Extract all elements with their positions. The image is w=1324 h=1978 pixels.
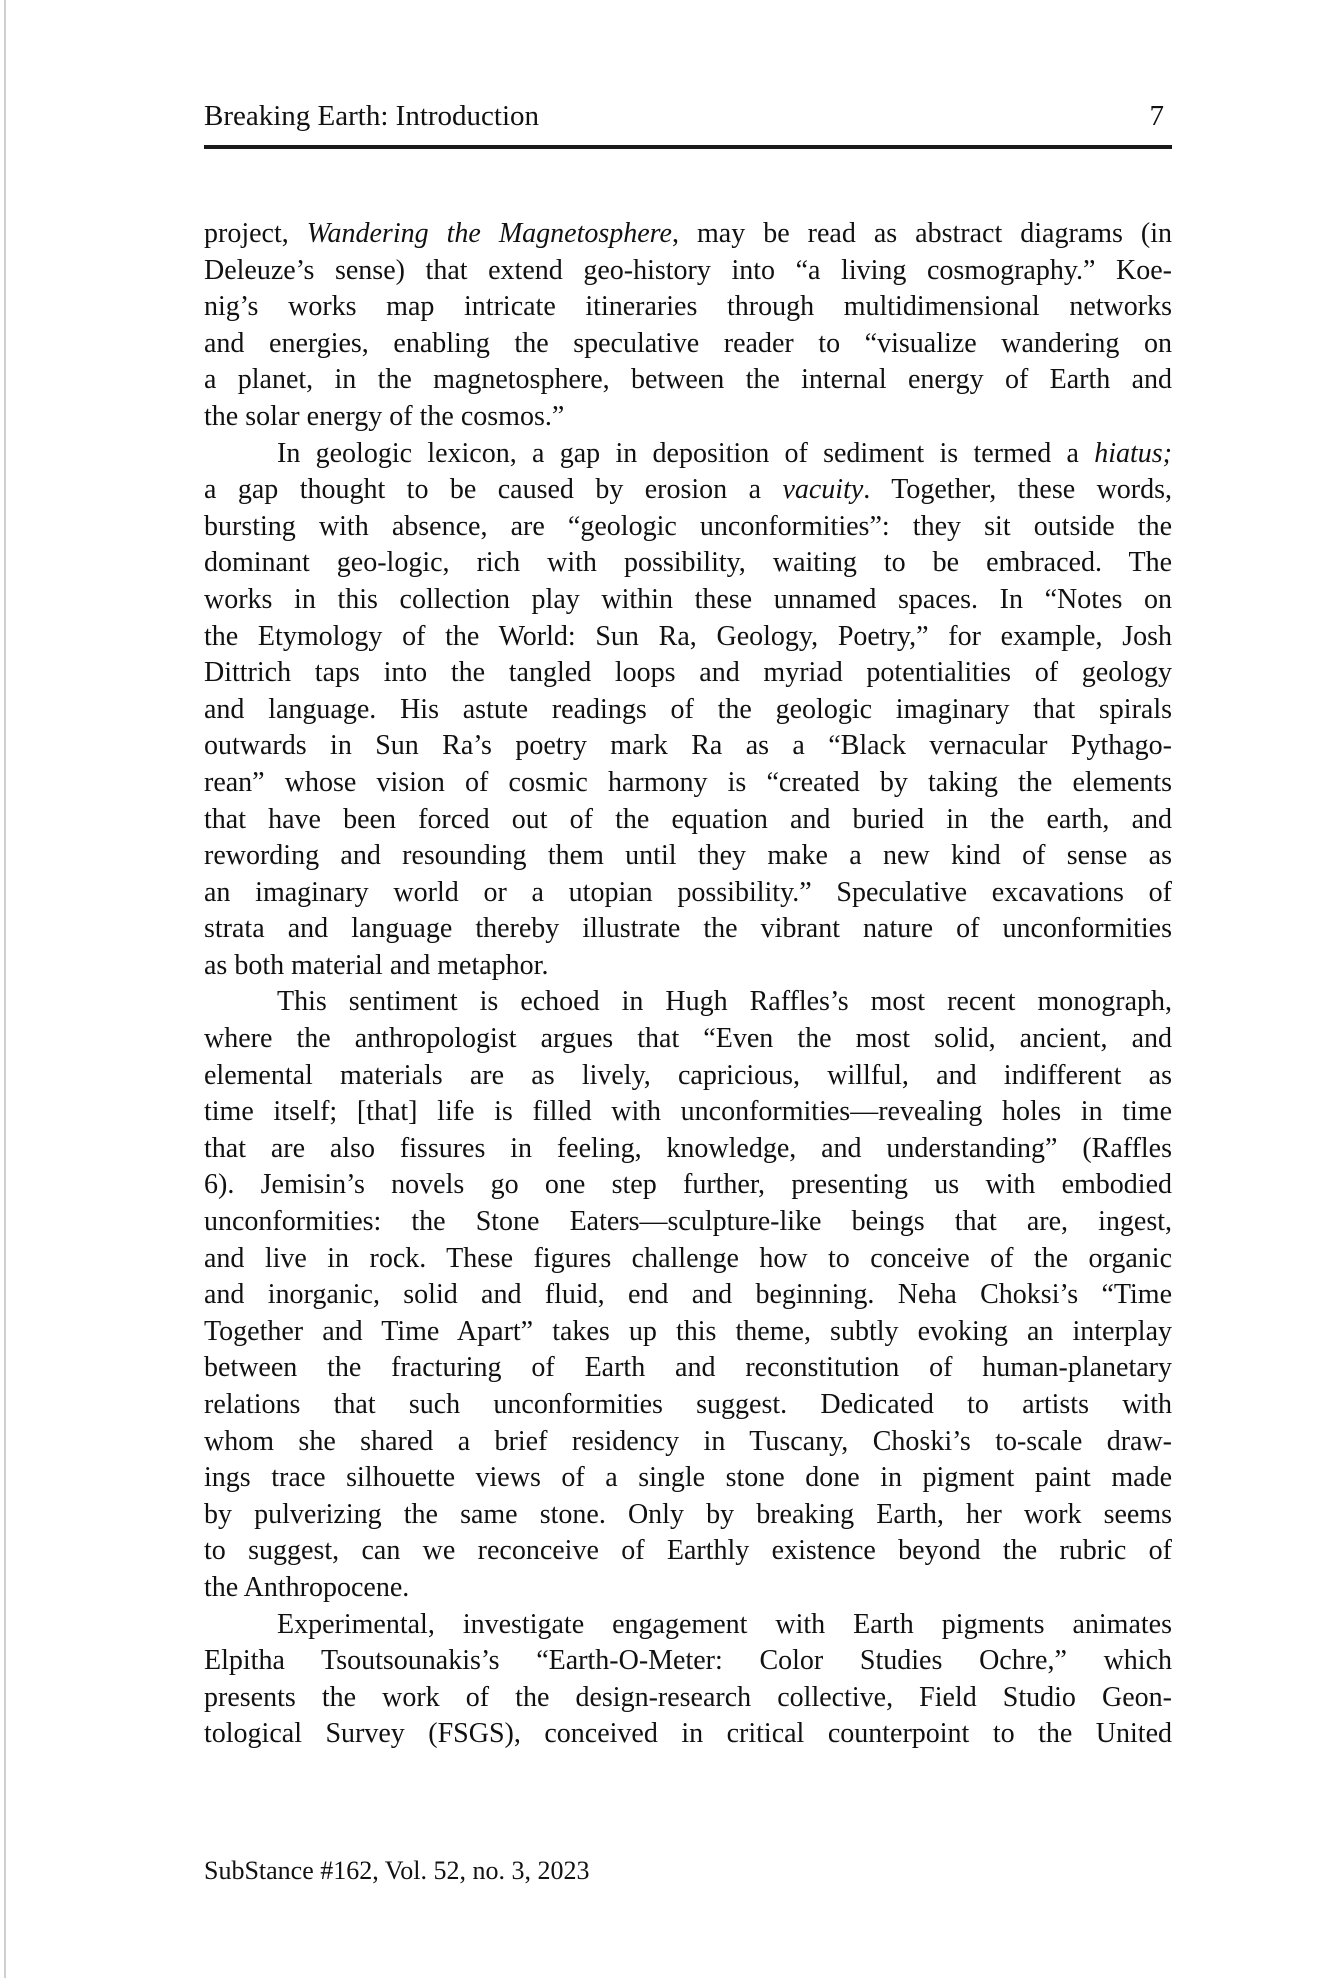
text-segment: strata and language thereby illustrate the vibrant nature of unconformities — [204, 913, 1172, 945]
text-line — [204, 1424, 1172, 1461]
paragraph — [204, 1607, 1172, 1753]
text-line — [204, 216, 1172, 253]
paragraph — [204, 436, 1172, 985]
page-edge — [4, 0, 6, 1978]
text-line — [204, 984, 1172, 1021]
text-segment: tological Survey (FSGS), conceived in critical counterpoint to the United — [204, 1718, 1172, 1750]
text-segment: rean” whose vision of cosmic harmony is “created by taking the elements — [204, 766, 1172, 798]
page-number: 7 — [1149, 100, 1164, 132]
text-line — [204, 948, 1172, 985]
text-segment: outwards in Sun Ra’s poetry mark Ra as a “Black vernacular Pythago- — [204, 730, 1172, 762]
text-line — [204, 1716, 1172, 1753]
text-line — [204, 802, 1172, 839]
text-segment: rewording and resounding them until they make a new kind of sense as — [204, 840, 1172, 872]
text-segment: as both material and metaphor. — [204, 949, 549, 981]
text-line — [204, 253, 1172, 290]
text-line — [204, 1167, 1172, 1204]
text-line — [204, 619, 1172, 656]
header-rule — [204, 145, 1172, 149]
text-segment: to suggest, can we reconceive of Earthly existence beyond the rubric of — [204, 1535, 1172, 1567]
text-line — [204, 1204, 1172, 1241]
text-line — [204, 1497, 1172, 1534]
text-segment: Together and Time Apart” takes up this theme, subtly evoking an interplay — [204, 1315, 1172, 1347]
text-segment: bursting with absence, are “geologic unconformities”: they sit outside the — [204, 510, 1172, 542]
text-line — [204, 655, 1172, 692]
text-segment: and language. His astute readings of the geologic imaginary that spirals — [204, 693, 1172, 725]
text-line — [204, 1277, 1172, 1314]
text-line — [204, 1241, 1172, 1278]
text-line — [204, 1387, 1172, 1424]
paragraph — [204, 216, 1172, 436]
text-line — [204, 1350, 1172, 1387]
text-segment: 6). Jemisin’s novels go one step further, presenting us with embodied — [204, 1169, 1172, 1201]
text-segment: time itself; [that] life is filled with unconformities—revealing holes in time — [204, 1096, 1172, 1128]
text-line — [204, 1021, 1172, 1058]
footer-citation: SubStance #162, Vol. 52, no. 3, 2023 — [204, 1856, 590, 1885]
text-line — [204, 472, 1172, 509]
text-segment: Deleuze’s sense) that extend geo-history into “a living cosmography.” Koe- — [204, 254, 1172, 286]
paragraph — [204, 984, 1172, 1606]
text-line — [204, 509, 1172, 546]
text-segment: dominant geo-logic, rich with possibility, waiting to be embraced. The — [204, 547, 1172, 579]
text-line — [204, 545, 1172, 582]
text-line — [204, 1607, 1172, 1644]
text-segment: In geologic lexicon, a gap in deposition of sediment is termed a — [277, 437, 1095, 469]
text-segment: project, — [204, 218, 307, 249]
text-line — [204, 399, 1172, 436]
text-line — [204, 838, 1172, 875]
text-segment: whom she shared a brief residency in Tuscany, Choski’s to-scale draw- — [204, 1425, 1172, 1457]
text-segment: Experimental, investigate engagement with Earth pigments animates — [277, 1608, 1172, 1640]
text-segment: relations that such unconformities suggest. Dedicated to artists with — [204, 1389, 1172, 1420]
text-line — [204, 692, 1172, 729]
text-segment: a gap thought to be caused by erosion a — [204, 474, 783, 506]
text-line — [204, 1533, 1172, 1570]
text-line — [204, 765, 1172, 802]
italic-text: hiatus; — [1094, 437, 1172, 469]
text-segment: unconformities: the Stone Eaters—sculpture-like beings that are, ingest, — [204, 1206, 1172, 1238]
text-line — [204, 1058, 1172, 1095]
text-segment: the Anthropocene. — [204, 1571, 410, 1603]
text-line — [204, 875, 1172, 912]
text-line — [204, 326, 1172, 363]
text-segment: between the fracturing of Earth and reconstitution of human-planetary — [204, 1352, 1172, 1384]
text-line — [204, 289, 1172, 326]
text-segment: presents the work of the design-research collective, Field Studio Geon- — [204, 1681, 1172, 1713]
italic-text: vacuity — [782, 474, 864, 506]
text-segment: the solar energy of the cosmos.” — [204, 400, 565, 432]
text-segment: ings trace silhouette views of a single stone done in pigment paint made — [204, 1462, 1172, 1494]
text-segment: elemental materials are as lively, capricious, willful, and indifferent as — [204, 1059, 1172, 1091]
text-segment: , may be read as abstract diagrams (in — [671, 218, 1172, 249]
text-segment: nig’s works map intricate itineraries through multidimensional networks — [204, 291, 1172, 323]
text-segment: that are also fissures in feeling, knowledge, and understanding” (Raffles — [204, 1132, 1172, 1164]
text-segment: works in this collection play within these unnamed spaces. In “Notes on — [204, 583, 1172, 615]
text-line — [204, 911, 1172, 948]
text-line — [204, 1094, 1172, 1131]
running-title: Breaking Earth: Introduction — [204, 100, 540, 132]
text-line — [204, 362, 1172, 399]
text-line — [204, 1680, 1172, 1717]
text-segment: by pulverizing the same stone. Only by breaking Earth, her work seems — [204, 1498, 1172, 1530]
text-segment: the Etymology of the World: Sun Ra, Geology, Poetry,” for example, Josh — [204, 620, 1172, 652]
text-segment: and energies, enabling the speculative reader to “visualize wandering on — [204, 327, 1172, 359]
text-segment: Elpitha Tsoutsounakis’s “Earth-O-Meter: Color Studies Ochre,” which — [204, 1645, 1172, 1677]
italic-text: Wandering the Magnetosphere — [306, 218, 672, 249]
text-line — [204, 436, 1172, 473]
text-segment: and inorganic, solid and fluid, end and beginning. Neha Choksi’s “Time — [204, 1279, 1172, 1311]
text-line — [204, 728, 1172, 765]
text-segment: This sentiment is echoed in Hugh Raffles’s most recent monograph, — [277, 986, 1172, 1018]
body-text — [204, 216, 1172, 1753]
text-segment: a planet, in the magnetosphere, between the internal energy of Earth and — [204, 364, 1172, 396]
text-segment: . Together, these words, — [863, 474, 1173, 506]
text-segment: an imaginary world or a utopian possibility.” Speculative excavations of — [204, 876, 1172, 908]
text-line — [204, 1570, 1172, 1607]
text-line — [204, 582, 1172, 619]
text-segment: Dittrich taps into the tangled loops and myriad potentialities of geology — [204, 657, 1172, 689]
text-segment: that have been forced out of the equation and buried in the earth, and — [204, 803, 1172, 835]
text-line — [204, 1643, 1172, 1680]
text-segment: and live in rock. These figures challenge how to conceive of the organic — [204, 1242, 1172, 1274]
text-line — [204, 1460, 1172, 1497]
text-line — [204, 1131, 1172, 1168]
text-segment: where the anthropologist argues that “Even the most solid, ancient, and — [204, 1023, 1172, 1055]
running-header — [204, 96, 1172, 136]
text-line — [204, 1314, 1172, 1351]
